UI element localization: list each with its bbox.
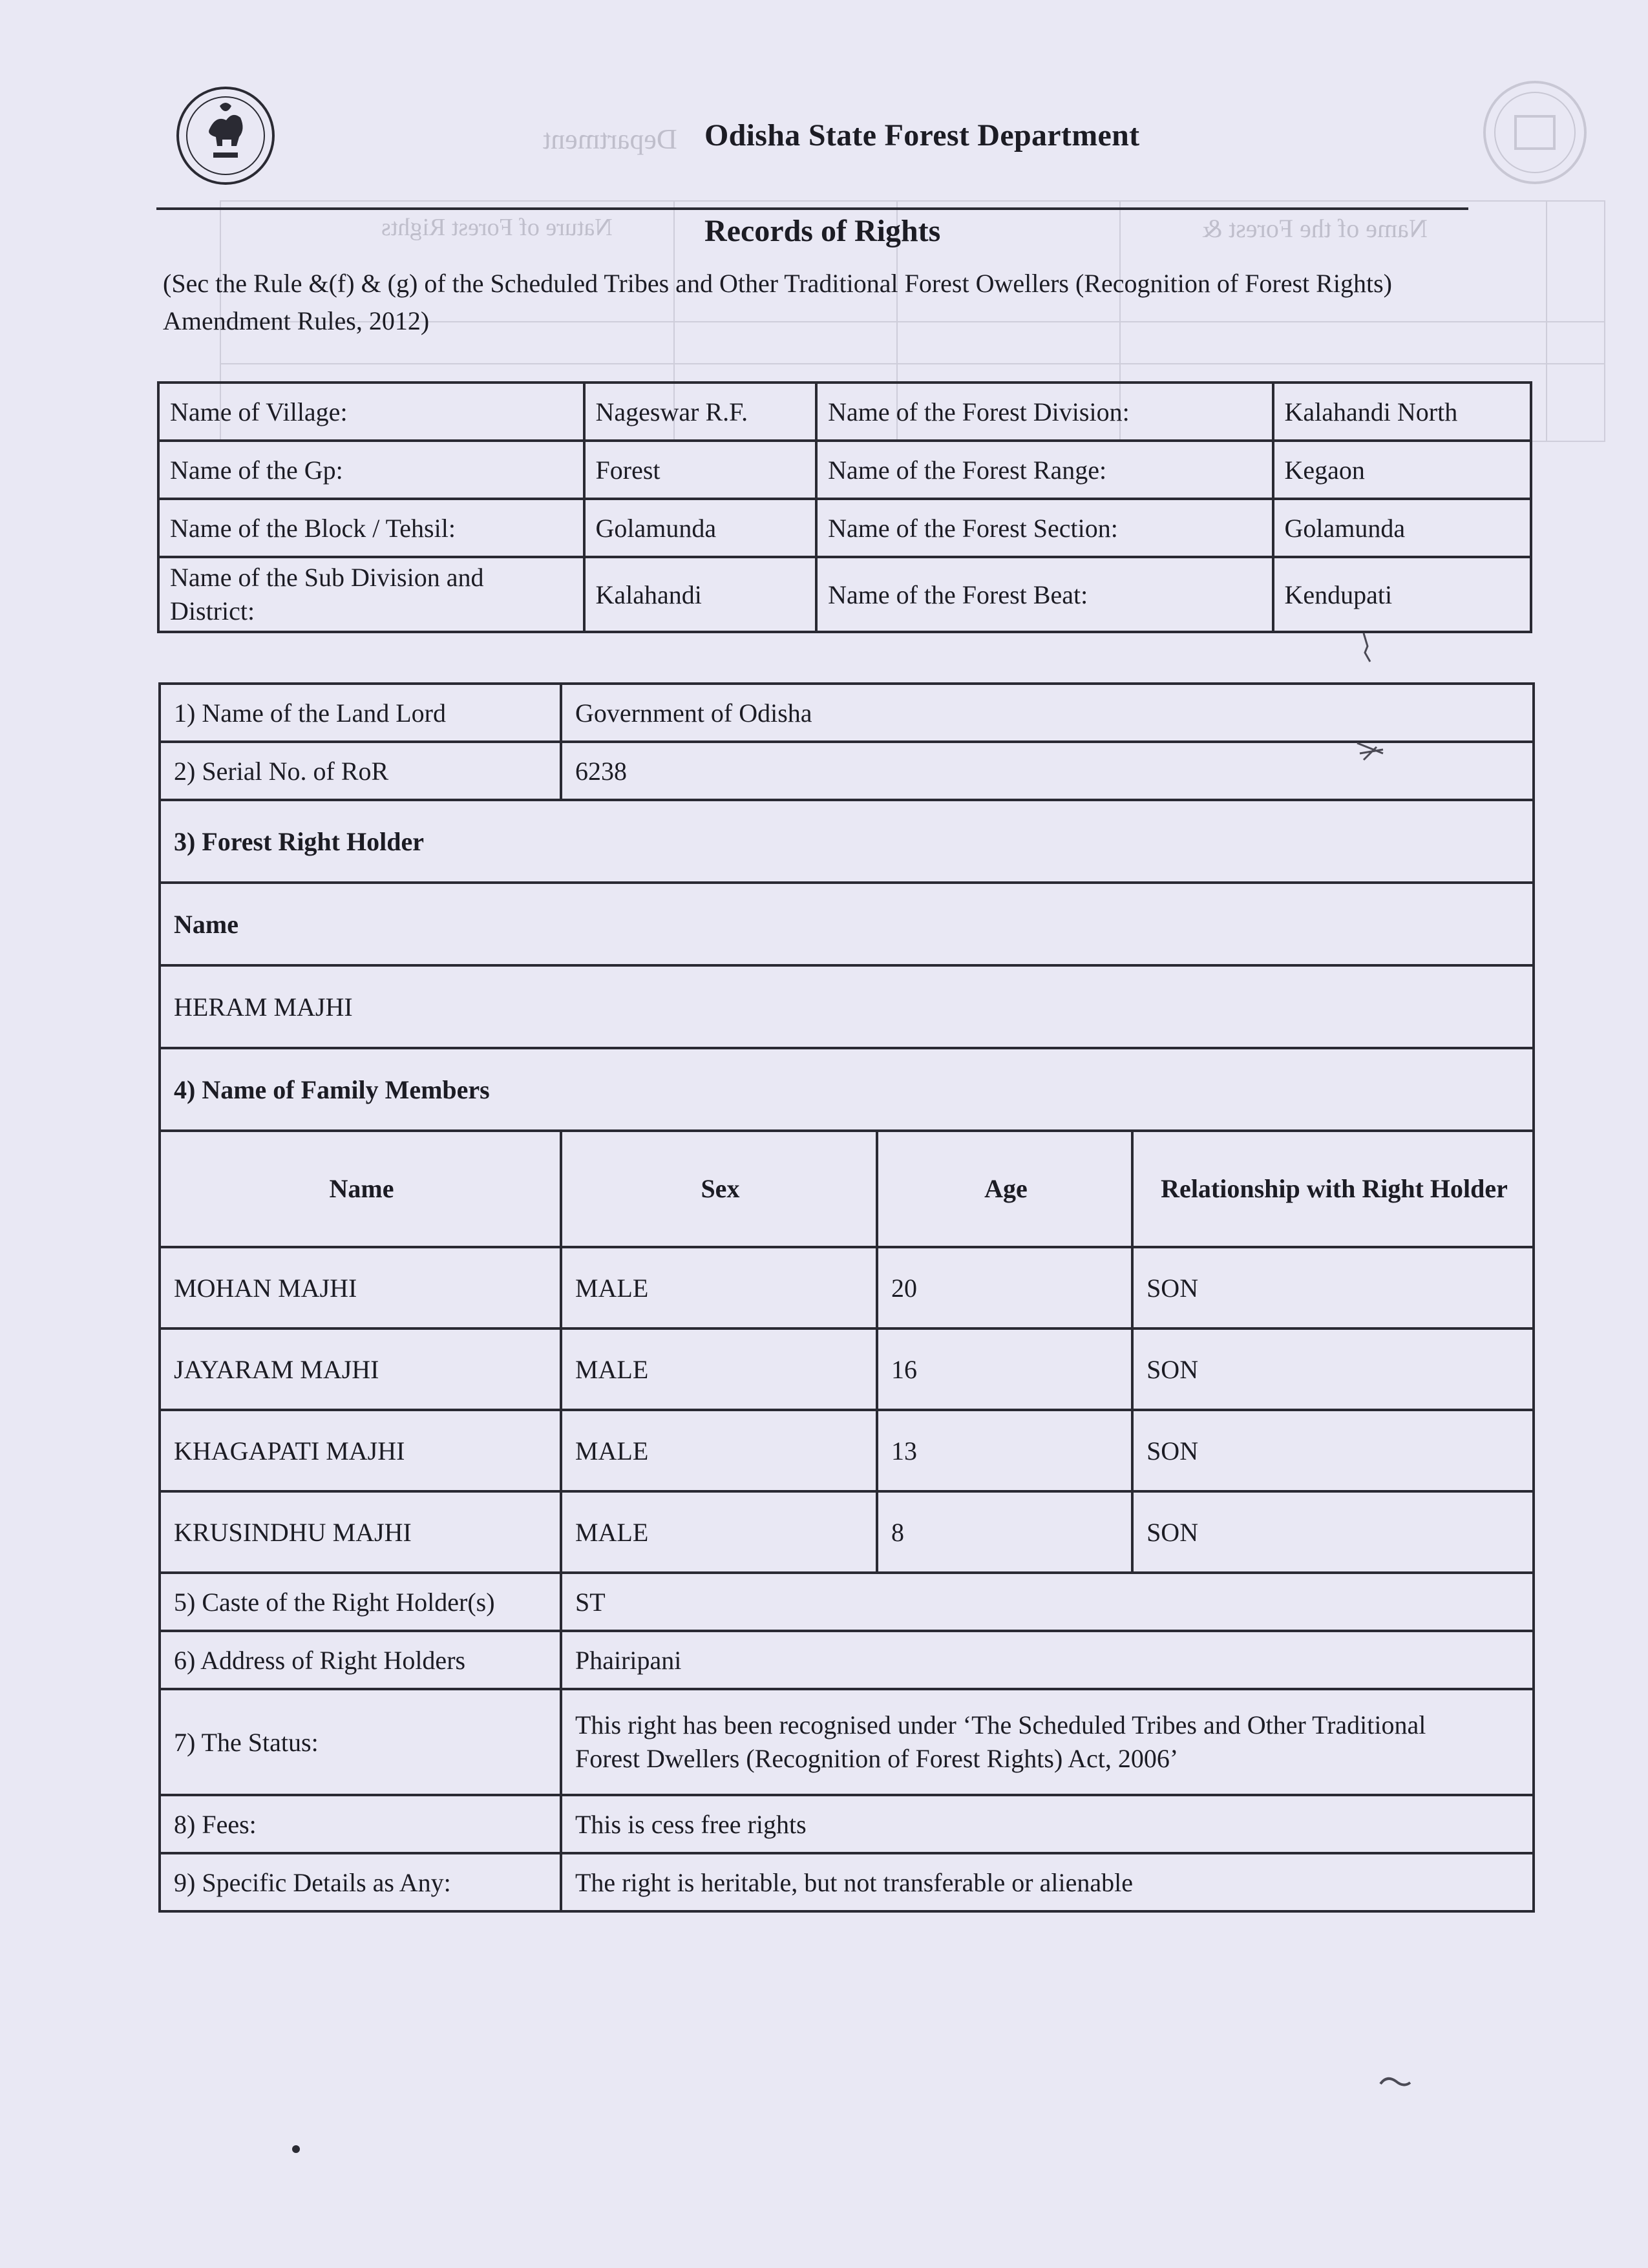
- table-row: [158, 557, 1531, 632]
- table-row: [160, 1795, 1534, 1853]
- family-header-row: [160, 1131, 1534, 1247]
- member-age: 16: [877, 1328, 1132, 1410]
- fees-label: 8) Fees:: [160, 1795, 561, 1853]
- member-name: JAYARAM MAJHI: [160, 1328, 561, 1410]
- holder-name-value: HERAM MAJHI: [160, 965, 1534, 1048]
- holder-heading: 3) Forest Right Holder: [160, 800, 1534, 883]
- member-name: MOHAN MAJHI: [160, 1247, 561, 1328]
- member-relation: SON: [1132, 1328, 1534, 1410]
- faint-emblem-icon: [1480, 78, 1590, 187]
- block-value: Golamunda: [584, 499, 817, 557]
- subdivision-label: Name of the Sub Division and District:: [158, 557, 584, 632]
- village-value: Nageswar R.F.: [584, 383, 817, 441]
- range-value: Kegaon: [1273, 441, 1532, 499]
- division-label: Name of the Forest Division:: [816, 383, 1273, 441]
- beat-label: Name of the Forest Beat:: [816, 557, 1273, 632]
- serial-label: 2) Serial No. of RoR: [160, 742, 561, 800]
- member-name: KHAGAPATI MAJHI: [160, 1410, 561, 1491]
- table-row: [160, 965, 1534, 1048]
- holder-name-label: Name: [160, 883, 1534, 965]
- block-label: Name of the Block / Tehsil:: [158, 499, 584, 557]
- table-row: [160, 684, 1534, 742]
- family-row: [160, 1247, 1534, 1328]
- beat-value: Kendupati: [1273, 557, 1532, 632]
- division-value: Kalahandi North: [1273, 383, 1532, 441]
- member-age: 20: [877, 1247, 1132, 1328]
- gp-label: Name of the Gp:: [158, 441, 584, 499]
- reverse-side-text-bleed: Department: [543, 123, 677, 155]
- details-label: 9) Specific Details as Any:: [160, 1853, 561, 1911]
- table-row: [160, 742, 1534, 800]
- family-row: [160, 1410, 1534, 1491]
- details-value: The right is heritable, but not transferable or alienable: [561, 1853, 1534, 1911]
- table-row: [160, 1689, 1534, 1795]
- odisha-emblem-icon: [173, 76, 278, 196]
- table-row: [160, 1048, 1534, 1131]
- member-sex: MALE: [561, 1328, 877, 1410]
- status-label: 7) The Status:: [160, 1689, 561, 1795]
- address-value: Phairipani: [561, 1631, 1534, 1689]
- department-title: Odisha State Forest Department: [704, 118, 1140, 152]
- family-row: [160, 1328, 1534, 1410]
- gp-value: Forest: [584, 441, 817, 499]
- reverse-side-text-bleed: Nature of Forest Rights: [381, 214, 613, 241]
- family-col-name: Name: [160, 1131, 561, 1247]
- location-table: [157, 381, 1532, 633]
- status-line-1: This right has been recognised under ‘The Scheduled Tribes and Other Traditional: [575, 1710, 1426, 1739]
- table-row: [160, 883, 1534, 965]
- table-row: [158, 383, 1531, 441]
- header-divider: [156, 207, 1468, 210]
- family-heading: 4) Name of Family Members: [160, 1048, 1534, 1131]
- record-table: [158, 682, 1535, 1913]
- landlord-value: Government of Odisha: [561, 684, 1534, 742]
- landlord-label: 1) Name of the Land Lord: [160, 684, 561, 742]
- section-label: Name of the Forest Section:: [816, 499, 1273, 557]
- village-label: Name of Village:: [158, 383, 584, 441]
- member-sex: MALE: [561, 1491, 877, 1573]
- status-value: [561, 1689, 1534, 1795]
- serial-value: 6238: [561, 742, 1534, 800]
- member-sex: MALE: [561, 1247, 877, 1328]
- address-label: 6) Address of Right Holders: [160, 1631, 561, 1689]
- scan-mark: [1377, 2071, 1415, 2097]
- member-relation: SON: [1132, 1410, 1534, 1491]
- section-value: Golamunda: [1273, 499, 1532, 557]
- table-row: [160, 1573, 1534, 1631]
- member-age: 13: [877, 1410, 1132, 1491]
- family-col-relationship: Relationship with Right Holder: [1132, 1131, 1534, 1247]
- family-col-sex: Sex: [561, 1131, 877, 1247]
- table-row: [158, 499, 1531, 557]
- ink-dot: [292, 2145, 300, 2153]
- member-relation: SON: [1132, 1247, 1534, 1328]
- table-row: [160, 1853, 1534, 1911]
- scan-smudge-marks: [1344, 627, 1396, 795]
- caste-value: ST: [561, 1573, 1534, 1631]
- caste-label: 5) Caste of the Right Holder(s): [160, 1573, 561, 1631]
- table-row: [160, 1631, 1534, 1689]
- document-title: Records of Rights: [704, 214, 941, 248]
- range-label: Name of the Forest Range:: [816, 441, 1273, 499]
- rules-reference: (Sec the Rule &(f) & (g) of the Scheduled Tribes and Other Traditional Forest Owellers (Recognition of Forest Rights) Amendment Rules, 2012): [163, 269, 1392, 335]
- member-relation: SON: [1132, 1491, 1534, 1573]
- table-row: [158, 441, 1531, 499]
- member-sex: MALE: [561, 1410, 877, 1491]
- fees-value: This is cess free rights: [561, 1795, 1534, 1853]
- table-row: [160, 800, 1534, 883]
- family-row: [160, 1491, 1534, 1573]
- family-col-age: Age: [877, 1131, 1132, 1247]
- member-age: 8: [877, 1491, 1132, 1573]
- member-name: KRUSINDHU MAJHI: [160, 1491, 561, 1573]
- status-line-2: Forest Dwellers (Recognition of Forest Rights) Act, 2006’: [575, 1744, 1179, 1773]
- subdivision-value: Kalahandi: [584, 557, 817, 632]
- reverse-side-text-bleed: Name of the Forest &: [1202, 214, 1428, 243]
